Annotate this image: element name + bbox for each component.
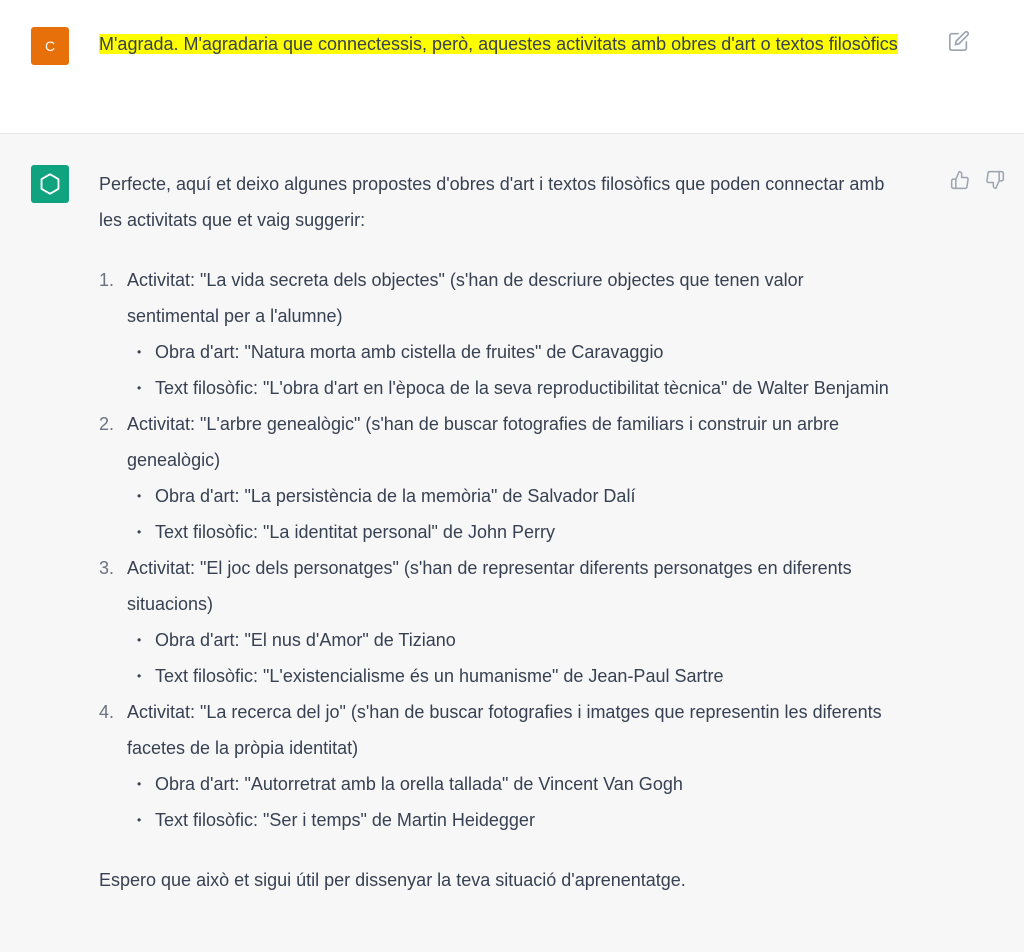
activity-text: Activitat: "El joc dels personatges" (s'han de representar diferents personatges en diferents situacions) bbox=[127, 558, 852, 614]
bullet: • bbox=[137, 345, 142, 359]
bullet: • bbox=[137, 381, 142, 395]
bullet: • bbox=[137, 489, 142, 503]
sub-list-item bbox=[127, 766, 899, 802]
sub-list-item bbox=[127, 622, 899, 658]
user-message-highlight: M'agrada. M'agradaria que connectessis, però, aquestes activitats amb obres d'art o textos filosòfics bbox=[99, 34, 898, 54]
bullet: • bbox=[137, 525, 142, 539]
sub-list-item bbox=[127, 658, 899, 694]
activity-text: Activitat: "L'arbre genealògic" (s'han de buscar fotografies de familiars i construir un arbre genealògic) bbox=[127, 414, 840, 470]
assistant-avatar bbox=[31, 165, 69, 203]
sub-list-item bbox=[127, 514, 899, 550]
philosophy-text: Text filosòfic: "L'obra d'art en l'època de la seva reproductibilitat tècnica" de Walter Benjamin bbox=[155, 378, 889, 398]
assistant-message-row bbox=[0, 134, 1024, 952]
philosophy-text: Text filosòfic: "L'existencialisme és un humanisme" de Jean-Paul Sartre bbox=[155, 666, 724, 686]
thumbs-down-icon bbox=[985, 170, 1005, 190]
bullet: • bbox=[137, 633, 142, 647]
list-item bbox=[99, 550, 899, 694]
bullet: • bbox=[137, 813, 142, 827]
sub-list bbox=[127, 766, 899, 838]
artwork-text: Obra d'art: "El nus d'Amor" de Tiziano bbox=[155, 630, 456, 650]
philosophy-text: Text filosòfic: "Ser i temps" de Martin Heidegger bbox=[155, 810, 535, 830]
list-number: 2. bbox=[99, 414, 115, 434]
activity-text: Activitat: "La vida secreta dels objectes" (s'han de descriure objectes que tenen valor sentimental per a l'alumne) bbox=[127, 270, 804, 326]
user-message-row bbox=[0, 0, 1024, 134]
thumbs-up-button[interactable] bbox=[950, 170, 972, 192]
assistant-outro: Espero que això et sigui útil per dissenyar la teva situació d'aprenentatge. bbox=[99, 870, 686, 890]
bullet: • bbox=[137, 669, 142, 683]
edit-icon bbox=[948, 30, 970, 52]
philosophy-text: Text filosòfic: "La identitat personal" de John Perry bbox=[155, 522, 555, 542]
list-item bbox=[99, 262, 899, 406]
activity-text: Activitat: "La recerca del jo" (s'han de buscar fotografies i imatges que representin les diferents facetes de la pròpia identitat) bbox=[127, 702, 882, 758]
sub-list-item bbox=[127, 478, 899, 514]
sub-list bbox=[127, 622, 899, 694]
sub-list bbox=[127, 334, 899, 406]
artwork-text: Obra d'art: "Autorretrat amb la orella tallada" de Vincent Van Gogh bbox=[155, 774, 683, 794]
bullet: • bbox=[137, 777, 142, 791]
artwork-text: Obra d'art: "La persistència de la memòria" de Salvador Dalí bbox=[155, 486, 636, 506]
list-item bbox=[99, 406, 899, 550]
assistant-intro: Perfecte, aquí et deixo algunes propostes d'obres d'art i textos filosòfics que poden connectar amb les activitats que et vaig suggerir: bbox=[99, 174, 885, 230]
sub-list-item bbox=[127, 334, 899, 370]
thumbs-up-icon bbox=[950, 170, 970, 190]
list-number: 4. bbox=[99, 702, 115, 722]
user-message-text bbox=[99, 28, 929, 60]
openai-logo-icon bbox=[37, 171, 63, 197]
activity-list bbox=[99, 262, 899, 838]
edit-message-button[interactable] bbox=[948, 30, 972, 54]
list-number: 1. bbox=[99, 270, 115, 290]
list-item bbox=[99, 694, 899, 838]
sub-list bbox=[127, 478, 899, 550]
sub-list-item bbox=[127, 802, 899, 838]
assistant-message-content bbox=[99, 166, 899, 898]
thumbs-down-button[interactable] bbox=[985, 170, 1007, 192]
list-number: 3. bbox=[99, 558, 115, 578]
sub-list-item bbox=[127, 370, 899, 406]
artwork-text: Obra d'art: "Natura morta amb cistella de fruites" de Caravaggio bbox=[155, 342, 664, 362]
user-avatar: C bbox=[31, 27, 69, 65]
